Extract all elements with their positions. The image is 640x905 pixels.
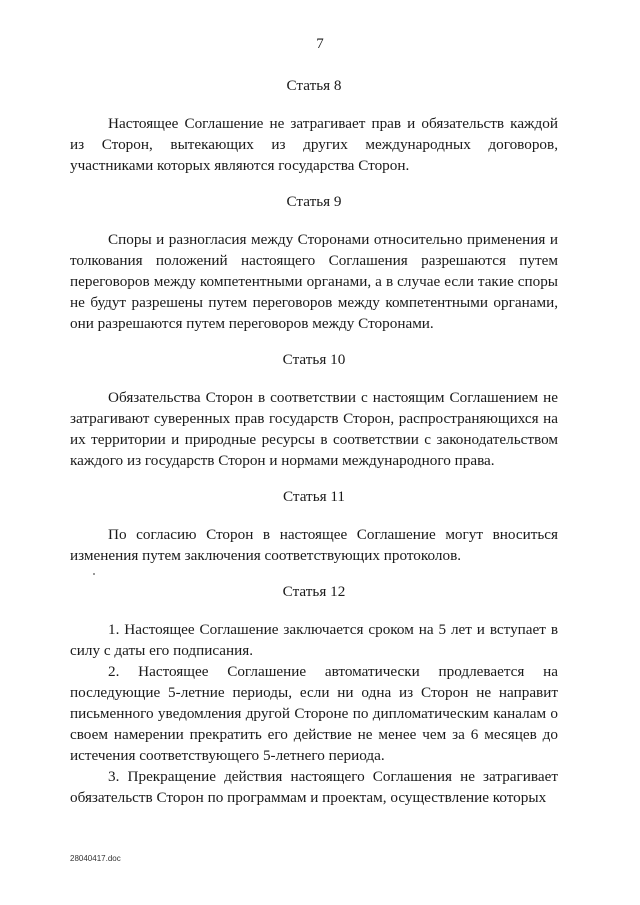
article-heading: Статья 11 [282, 488, 346, 505]
scan-artifact [93, 573, 95, 575]
article-paragraph: Настоящее Соглашение не затрагивает прав и обязательств каждой из Сторон, вытекающих из других международных договоров, участниками которых являются государства Сторон. [70, 115, 558, 174]
article-heading: Статья 12 [282, 583, 346, 600]
article-8 [70, 75, 558, 176]
article-paragraph: По согласию Сторон в настоящее Соглашение могут вноситься изменения путем заключения соответствующих протоколов. [70, 526, 558, 564]
article-paragraph: Обязательства Сторон в соответствии с настоящим Соглашением не затрагивают суверенных прав государств Сторон, распространяющихся на их территории и природные ресурсы в соответствии с законодательством каждого из государств Сторон и нормами международного права. [70, 389, 558, 469]
article-heading: Статья 8 [286, 77, 342, 94]
article-paragraph: Споры и разногласия между Сторонами относительно применения и толкования положений настоящего Соглашения разрешаются путем переговоров между компетентными органами, а в случае если такие споры не будут разрешены путем переговоров между компетентными органами, они разрешаются путем переговоров между Сторонами. [70, 231, 558, 332]
article-10 [70, 349, 558, 471]
page-number: 7 [316, 36, 324, 52]
article-11 [70, 486, 558, 566]
article-clause-2: 2. Настоящее Соглашение автоматически продлевается на последующие 5-летние периоды, если ни одна из Сторон не направит письменного уведомления другой Стороне по дипломатическим каналам о своем намерении прекратить его действие не менее чем за 6 месяцев до истечения соответствующего 5-летнего периода. [70, 663, 558, 764]
document-body [70, 75, 558, 808]
article-clause-1: 1. Настоящее Соглашение заключается сроком на 5 лет и вступает в силу с даты его подписания. [70, 621, 558, 659]
article-12 [70, 581, 558, 808]
article-9 [70, 191, 558, 334]
article-heading: Статья 10 [282, 351, 346, 368]
document-footer: 28040417.doc [70, 854, 121, 863]
article-clause-3: 3. Прекращение действия настоящего Соглашения не затрагивает обязательств Сторон по программам и проектам, осуществление которых [70, 768, 558, 806]
article-heading: Статья 9 [286, 193, 342, 210]
